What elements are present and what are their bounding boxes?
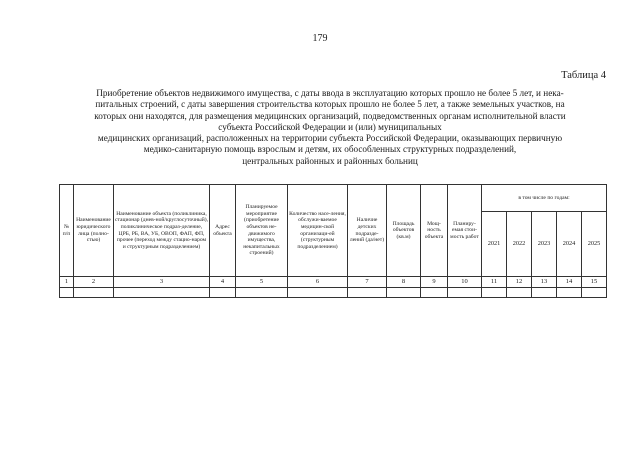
header-object-name: Наименование объекта (поликлиника, стационар (днев-ной/круглосуточный), поликлиническое подраз-деление, ЦРБ, РБ, ВА, УБ, ОВОП, ФАП, ФП, прочее (переход между стацио-наром и структурным подразделением) — [114, 185, 210, 277]
header-row-number: № п/п — [60, 185, 74, 277]
column-number: 5 — [236, 277, 288, 288]
empty-cell — [288, 288, 348, 298]
empty-cell — [421, 288, 448, 298]
column-number: 3 — [114, 277, 210, 288]
header-area: Площадь объектов (кв.м) — [387, 185, 421, 277]
header-year-2024: 2024 — [557, 212, 582, 277]
column-number: 9 — [421, 277, 448, 288]
title-line: медицинских организаций, расположенных на территории субъекта Российской Федерации, оказывающих первичную — [97, 133, 563, 144]
title-line: медико-санитарную помощь взрослым и детям, их обособленных структурных подразделений, — [143, 144, 517, 155]
title-line: центральных районных и районных больниц — [242, 155, 418, 166]
header-legal-entity: Наименование юридического лица (полно-стью) — [74, 185, 114, 277]
column-number: 11 — [482, 277, 507, 288]
header-by-years: в том числе по годам: — [482, 185, 607, 212]
empty-cell — [532, 288, 557, 298]
header-address: Адрес объекта — [210, 185, 236, 277]
header-year-2023: 2023 — [532, 212, 557, 277]
header-year-2022: 2022 — [507, 212, 532, 277]
empty-cell — [482, 288, 507, 298]
title-line: которых они находятся, для размещения медицинских организаций, подведомственных органам исполнительной власти — [94, 110, 566, 121]
document-title — [60, 88, 600, 167]
column-number: 10 — [448, 277, 482, 288]
empty-cell — [114, 288, 210, 298]
header-year-2021: 2021 — [482, 212, 507, 277]
header-planned-measure: Планируемое мероприятие (приобретение объектов не-движимого имущества, некапитальных строений) — [236, 185, 288, 277]
header-child-units: Наличие детских подразде-лений (да/нет) — [348, 185, 387, 277]
header-planned-cost: Планиру-емая стои-мость работ — [448, 185, 482, 277]
empty-table-row — [60, 288, 607, 298]
column-number: 2 — [74, 277, 114, 288]
column-number: 13 — [532, 277, 557, 288]
empty-cell — [557, 288, 582, 298]
empty-cell — [507, 288, 532, 298]
column-number: 15 — [582, 277, 607, 288]
column-number: 6 — [288, 277, 348, 288]
empty-cell — [582, 288, 607, 298]
column-number: 7 — [348, 277, 387, 288]
header-year-2025: 2025 — [582, 212, 607, 277]
table-label: Таблица 4 — [561, 70, 606, 81]
title-line: субъекта Российской Федерации и (или) муниципальных — [218, 121, 442, 132]
empty-cell — [236, 288, 288, 298]
header-capacity: Мощ-ность объекта — [421, 185, 448, 277]
empty-cell — [448, 288, 482, 298]
empty-cell — [348, 288, 387, 298]
empty-cell — [210, 288, 236, 298]
empty-cell — [60, 288, 74, 298]
column-number: 4 — [210, 277, 236, 288]
title-line: питальных строений, с даты завершения строительства которых прошло не более 5 лет, а также земельных участков, на — [95, 99, 565, 110]
column-number-row — [60, 277, 607, 288]
empty-cell — [387, 288, 421, 298]
column-number: 1 — [60, 277, 74, 288]
title-line: Приобретение объектов недвижимого имущества, с даты ввода в эксплуатацию которых прошло не более 5 лет, и нека- — [96, 88, 564, 98]
column-number: 14 — [557, 277, 582, 288]
empty-cell — [74, 288, 114, 298]
column-number: 12 — [507, 277, 532, 288]
column-number: 8 — [387, 277, 421, 288]
header-population: Количество насе-ления, обслужи-ваемое медицин-ской организаци-ей (структурным подразделением) — [288, 185, 348, 277]
page-number: 179 — [312, 33, 328, 44]
data-table — [59, 184, 607, 298]
